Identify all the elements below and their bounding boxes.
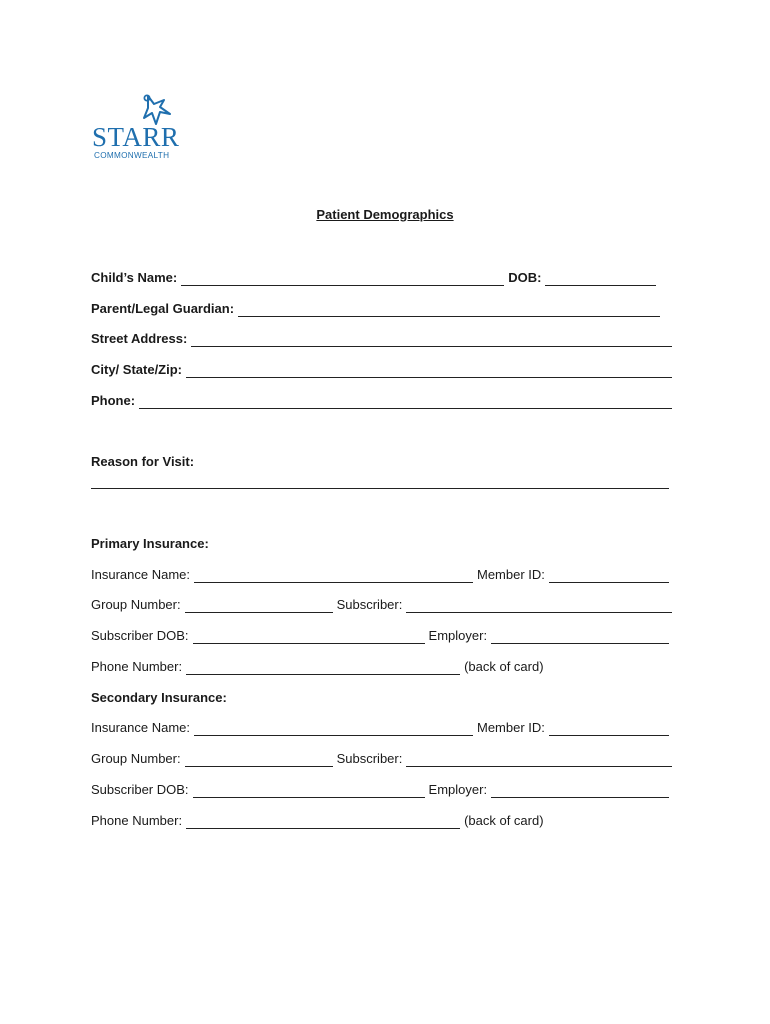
secondary-member-id-label: Member ID:: [477, 720, 545, 735]
primary-employer-field[interactable]: [491, 631, 669, 644]
secondary-employer-label: Employer:: [428, 782, 488, 797]
primary-back-of-card-note: (back of card): [464, 659, 544, 674]
phone-label: Phone:: [91, 393, 136, 408]
primary-insurance-heading: Primary Insurance:: [91, 536, 209, 551]
primary-subscriber-field[interactable]: [406, 600, 672, 613]
city-row: [91, 362, 672, 378]
primary-member-id-field[interactable]: [549, 570, 669, 583]
secondary-group-number-label: Group Number:: [91, 751, 181, 766]
secondary-member-id-field[interactable]: [549, 723, 669, 736]
street-row: [91, 331, 672, 347]
phone-field[interactable]: [139, 396, 672, 409]
primary-member-id-label: Member ID:: [477, 567, 545, 582]
primary-subscriber-dob-label: Subscriber DOB:: [91, 628, 189, 643]
street-field[interactable]: [191, 334, 672, 347]
secondary-insurance-heading: Secondary Insurance:: [91, 690, 227, 705]
secondary-insurance-name-field[interactable]: [194, 723, 473, 736]
primary-subscriber-dob-row: [91, 628, 672, 644]
city-label: City/ State/Zip:: [91, 362, 183, 377]
secondary-group-number-field[interactable]: [185, 754, 333, 767]
secondary-back-of-card-note: (back of card): [464, 813, 544, 828]
primary-insurance-name-label: Insurance Name:: [91, 567, 190, 582]
street-label: Street Address:: [91, 331, 188, 346]
child-name-row: [91, 270, 672, 286]
reason-field[interactable]: [91, 488, 669, 489]
guardian-label: Parent/Legal Guardian:: [91, 301, 235, 316]
secondary-phone-row: [91, 813, 672, 829]
secondary-insurance-name-row: [91, 720, 672, 736]
dob-label: DOB:: [508, 270, 542, 285]
guardian-row: [91, 301, 672, 317]
page-title: Patient Demographics: [316, 207, 454, 222]
secondary-insurance-name-label: Insurance Name:: [91, 720, 190, 735]
reason-row: [91, 454, 672, 470]
secondary-subscriber-dob-row: [91, 782, 672, 798]
child-name-label: Child’s Name:: [91, 270, 178, 285]
secondary-employer-field[interactable]: [491, 785, 669, 798]
secondary-subscriber-dob-field[interactable]: [193, 785, 425, 798]
primary-phone-number-label: Phone Number:: [91, 659, 183, 674]
primary-employer-label: Employer:: [428, 628, 488, 643]
secondary-group-row: [91, 751, 672, 767]
dob-field[interactable]: [545, 273, 656, 286]
secondary-heading-row: [91, 690, 672, 706]
primary-phone-row: [91, 659, 672, 675]
child-name-field[interactable]: [181, 273, 504, 286]
primary-group-number-field[interactable]: [185, 600, 333, 613]
guardian-field[interactable]: [238, 304, 660, 317]
secondary-phone-number-field[interactable]: [186, 816, 460, 829]
secondary-subscriber-field[interactable]: [406, 754, 672, 767]
starr-commonwealth-logo: [92, 94, 184, 166]
primary-group-number-label: Group Number:: [91, 597, 181, 612]
reason-label: Reason for Visit:: [91, 454, 195, 469]
logo-wordmark: STARR: [92, 122, 180, 152]
primary-group-row: [91, 597, 672, 613]
primary-heading-row: [91, 536, 672, 552]
primary-subscriber-dob-field[interactable]: [193, 631, 425, 644]
city-field[interactable]: [186, 365, 672, 378]
primary-subscriber-label: Subscriber:: [336, 597, 403, 612]
secondary-phone-number-label: Phone Number:: [91, 813, 183, 828]
primary-insurance-name-row: [91, 567, 672, 583]
secondary-subscriber-label: Subscriber:: [336, 751, 403, 766]
primary-phone-number-field[interactable]: [186, 662, 460, 675]
secondary-subscriber-dob-label: Subscriber DOB:: [91, 782, 189, 797]
phone-row: [91, 393, 672, 409]
logo-subtext: COMMONWEALTH: [94, 151, 170, 160]
primary-insurance-name-field[interactable]: [194, 570, 473, 583]
